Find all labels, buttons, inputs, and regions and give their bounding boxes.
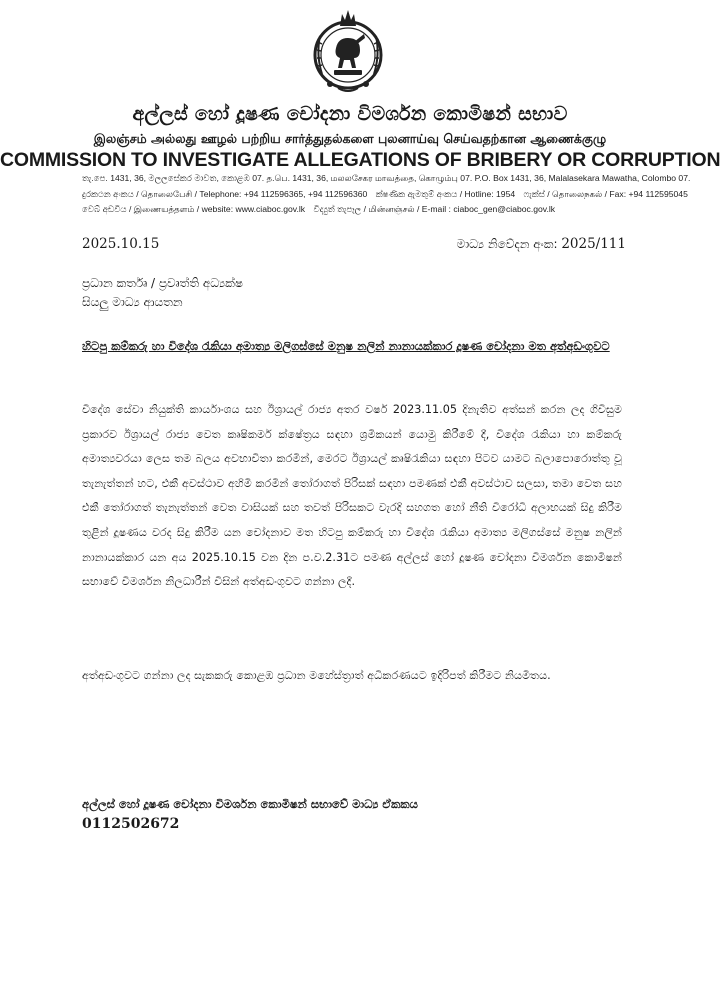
web-line [82, 204, 642, 216]
subject-heading: හිටපු කම්කරු හා විදේශ රැකියා අමාත්‍ය මලිගස්සේ මනුෂ නලින් නානායක්කාර දූෂණ චෝදනා මත අත්අඩංගුවට [82, 339, 610, 353]
media-release-number [457, 236, 626, 252]
sri-lanka-national-emblem-icon [312, 8, 384, 100]
body-paragraph: විදේශ සේවා නියුක්ති කාර්යාංශය සහ ඊශ්‍රායල් රාජ්‍ය අතර වර්ෂ 2023.11.05 දිනැතිව අත්සන් කරන ලද ගිවිසුම ප්‍රකාරව ඊශ්‍රායල් රාජ්‍ය වෙත කෘෂිකර්ම ක්ෂේත්‍රය සඳහා ශ්‍රමිකයන් යොමු කිරීමේ දී, විදේශ රැකියා හා කම්කරු අමාත්‍යවරයා ලෙස තම බලය අවභාවිතා කරමින්, මෙරට ඊශ්‍රායල් කෘෂිරැකියා සඳහා පිටව යාමට බලාපොරොත්තු වූ තැනැත්තන් හට, එකී අවස්ථාව අහිමි කරමින් තෝරාගත් පිරිසක් සඳහා පමණක් එකී අවස්ථාව සලසා, තමා වෙත සහ එකී තෝරාගත් තැනැත්තන් වෙත වාසියක් සහ තවත් පිරිසකට වැරදි සහගත හෝ නීති විරෝධී අලාභයක් සිදු කිරීම තුළින් දූෂණය වරද සිදු කිරීම යන චෝදනාව මත හිටපු කම්කරු හා විදේශ රැකියා අමාත්‍ය මලිගස්සේ මනුෂ නලින් නානායක්කාර යන අය 2025.10.15 වන දින ප.ව.2.31ට පමණ අල්ලස් හෝ දූෂණ චෝදනා විමර්ශන කොමිෂන් සභාවේ විමර්ශන නිලධාරීන් විසින් අත්අඩංගුවට ගන්නා ලදී. [82, 403, 623, 589]
contact-number: 0112502672 [82, 816, 180, 832]
phone-line [82, 189, 688, 201]
fax: ෆැක්ස් / தொலைநகல் / Fax: +94 112595045 [523, 189, 688, 199]
email-link[interactable]: විද්‍යුත් තැපෑල / மின்னஞ்சல் / E-mail : ciaboc_gen@ciaboc.gov.lk [313, 204, 556, 214]
address-line: තැ.පෙ. 1431, 36, මලලසේකර මාවත, කොළඹ 07. த.பெ. 1431, 36, மலலசேகர மாவத்தை, கொழும்பு 07. P.O. Box 1431, 36, Malalasekara Mawatha, Colombo 07. [82, 173, 691, 183]
signature-unit: අල්ලස් හෝ දූෂණ චෝදනා විමර්ශන කොමිෂන් සභාවේ මාධ්‍ය ඒකකය [82, 797, 418, 811]
reference-label: මාධ්‍ය නිවේදන අංක: [456, 237, 562, 251]
addressee-media: සියලු මාධ්‍ය ආයතන [82, 295, 183, 309]
commission-name-english: COMMISSION TO INVESTIGATE ALLEGATIONS OF BRIBERY OR CORRUPTION [0, 149, 720, 171]
release-date: 2025.10.15 [82, 236, 160, 252]
commission-name-sinhala: අල්ලස් හෝ දූෂණ චෝදනා විමර්ශන කොමිෂන් සභාව [132, 103, 568, 125]
commission-name-tamil: இலஞ்சம் அல்லது ஊழல் பற்றிய சார்த்துதல்களை புலனாய்வு செய்வதற்கான ஆணைக்குழு [93, 131, 607, 146]
reference-number: 2025/111 [561, 236, 626, 252]
telephone: දුරකථන අංකය / தொலைபேசி / Telephone: +94 112596365, +94 112596360 [82, 189, 368, 199]
addressee-editor: ප්‍රධාන කර්තෘ / ප්‍රවෘත්ති අධ්‍යක්ෂ [82, 276, 243, 290]
website-link[interactable]: වෙබ් අඩවිය / இணையத்தளம் / website: www.ciaboc.gov.lk [82, 204, 306, 214]
body-paragraph: අත්අඩංගුවට ගන්නා ලද සැකකරු කොළඹ ප්‍රධාන මහේස්ත්‍රාත් අධිකරණයට ඉදිරිපත් කිරීමට නියමිතය. [82, 669, 551, 682]
hotline: ක්ෂණික ඇමතුම් අංකය / Hotline: 1954 [375, 189, 516, 199]
